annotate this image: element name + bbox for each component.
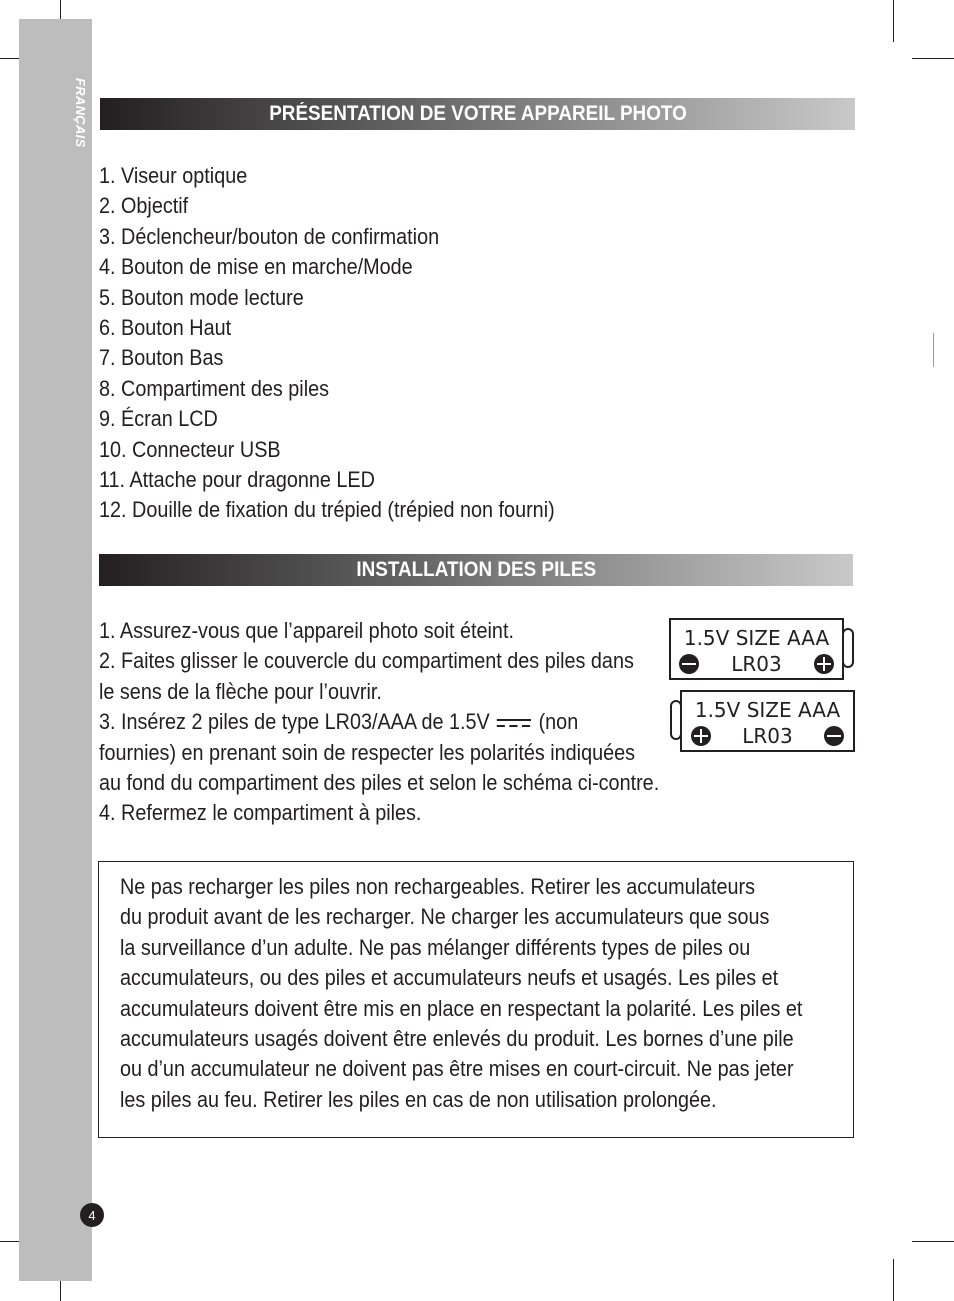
minus-terminal-icon [824, 726, 844, 746]
language-label: FRANÇAIS [73, 78, 88, 148]
language-sidebar [19, 19, 92, 1281]
list-item: 11. Attache pour dragonne LED [99, 467, 375, 493]
battery-top [669, 618, 844, 680]
minus-terminal-icon [679, 654, 699, 674]
instruction-line [99, 707, 659, 737]
crop-mark [893, 0, 894, 42]
instruction-line: 1. Assurez-vous que l’appareil photo soit éteint. [99, 618, 514, 643]
crop-mark [912, 1241, 954, 1242]
list-item: 2. Objectif [99, 193, 189, 219]
dc-symbol-icon [497, 717, 531, 729]
list-item: 10. Connecteur USB [99, 436, 281, 462]
margin-tick [933, 333, 934, 367]
warning-line: accumulateurs usagés doivent être enlevés du produit. Les bornes d’une pile [120, 1026, 794, 1052]
list-item: 12. Douille de fixation du trépied (trépied non fourni) [99, 497, 555, 523]
list-item: 7. Bouton Bas [99, 345, 224, 371]
battery-cap-icon [842, 628, 854, 668]
battery-size-label: 1.5V SIZE AAA [683, 626, 830, 650]
warning-line: les piles au feu. Retirer les piles en cas de non utilisation prolongée. [120, 1086, 717, 1112]
crop-mark [893, 1259, 894, 1301]
battery-cap-icon [670, 700, 682, 740]
battery-size-label: 1.5V SIZE AAA [694, 698, 841, 722]
warning-line: Ne pas recharger les piles non rechargeables. Retirer les accumulateurs [120, 874, 756, 899]
instruction-line: 4. Refermez le compartiment à piles. [99, 800, 422, 826]
warning-line: ou d’un accumulateur ne doivent pas être mises en court-circuit. Ne pas jeter [120, 1056, 794, 1082]
list-item: 4. Bouton de mise en marche/Mode [99, 254, 413, 280]
list-item: 1. Viseur optique [99, 163, 248, 188]
list-item: 5. Bouton mode lecture [99, 284, 304, 310]
crop-mark [912, 58, 954, 59]
warning-line: accumulateurs, ou des piles et accumulateurs neufs et usagés. Les piles et [120, 965, 779, 991]
section-title-battery-install: INSTALLATION DES PILES [99, 554, 853, 586]
warning-line: accumulateurs doivent être mis en place en respectant la polarité. Les piles et [120, 995, 803, 1021]
battery-bottom [680, 690, 855, 752]
plus-terminal-icon [814, 654, 834, 674]
battery-warning-box [98, 861, 854, 1138]
warning-line: la surveillance d’un adulte. Ne pas mélanger différents types de piles ou [120, 934, 751, 960]
battery-code-label: LR03 [731, 652, 782, 676]
instruction-line: fournies) en prenant soin de respecter les polarités indiquées [99, 739, 636, 765]
battery-code-label: LR03 [742, 724, 793, 748]
section-title-camera-overview: PRÉSENTATION DE VOTRE APPAREIL PHOTO [100, 98, 855, 130]
instruction-line: 2. Faites glisser le couvercle du compartiment des piles dans [99, 648, 634, 674]
list-item: 3. Déclencheur/bouton de confirmation [99, 223, 440, 249]
warning-text [120, 872, 878, 1115]
instruction-line: le sens de la flèche pour l’ouvrir. [99, 678, 382, 704]
instruction-text: (non [538, 709, 579, 735]
list-item: 8. Compartiment des piles [99, 375, 330, 401]
list-item: 9. Écran LCD [99, 406, 218, 432]
list-item: 6. Bouton Haut [99, 315, 232, 341]
instruction-line: au fond du compartiment des piles et selon le schéma ci-contre. [99, 770, 660, 796]
warning-line: du produit avant de les recharger. Ne charger les accumulateurs que sous [120, 904, 770, 930]
page-number: 4 [80, 1203, 104, 1227]
battery-instructions [99, 616, 721, 829]
instruction-text: 3. Insérez 2 piles de type LR03/AAA de 1.5V [99, 709, 490, 735]
plus-terminal-icon [691, 726, 711, 746]
camera-parts-list [99, 161, 605, 526]
